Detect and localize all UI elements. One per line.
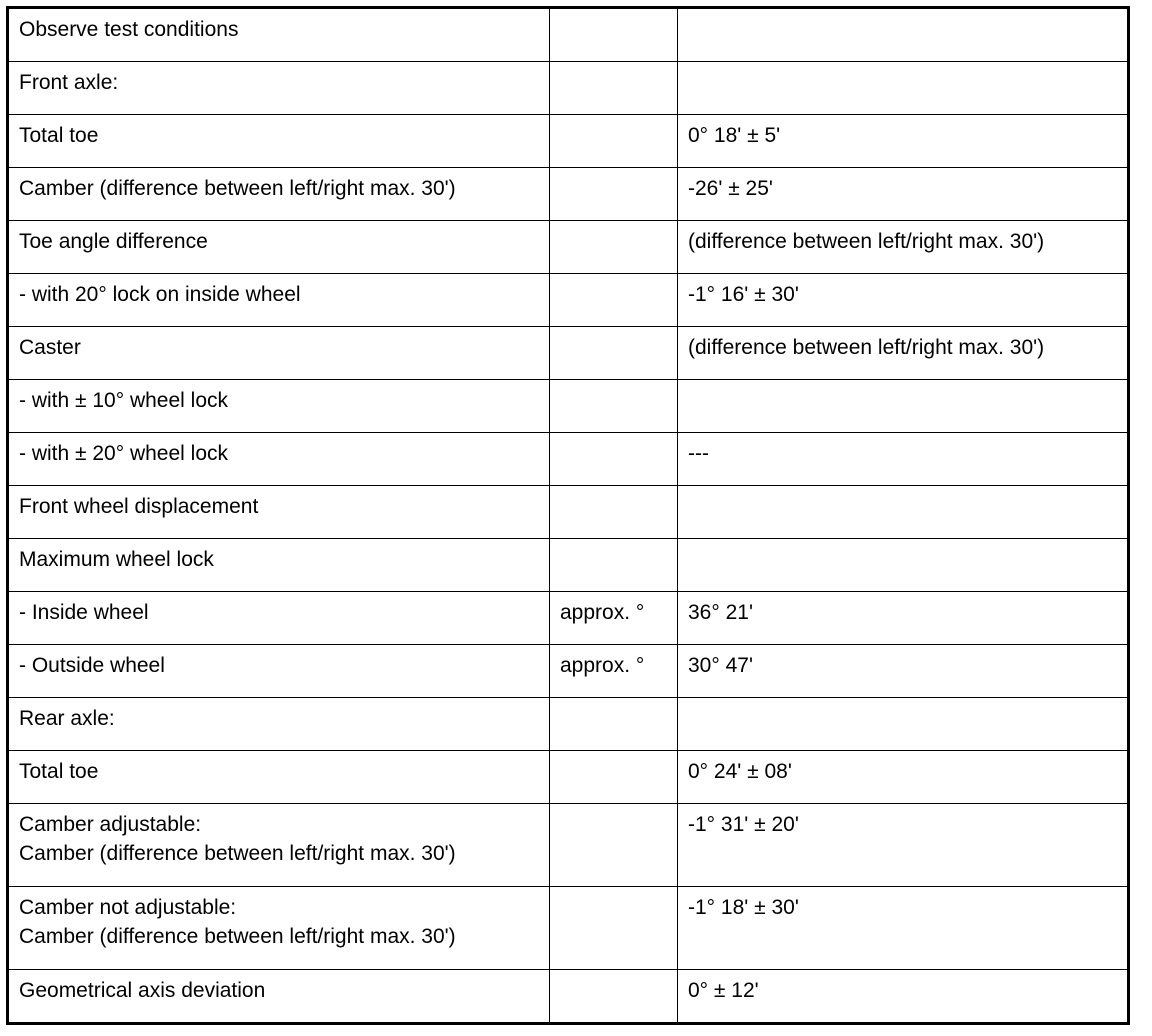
- table-row: [8, 168, 1129, 221]
- row-description: - with 20° lock on inside wheel: [8, 274, 550, 327]
- row-value: -26' ± 25': [678, 168, 1129, 221]
- row-description-line1: Camber adjustable:: [19, 813, 202, 836]
- table-row: [8, 486, 1129, 539]
- table-row: [8, 380, 1129, 433]
- row-value: -1° 18' ± 30': [678, 887, 1129, 970]
- row-description: Observe test conditions: [8, 8, 550, 62]
- row-unit: [550, 168, 678, 221]
- row-value: 36° 21': [678, 592, 1129, 645]
- table-row: [8, 62, 1129, 115]
- table-row: [8, 592, 1129, 645]
- table-row: [8, 221, 1129, 274]
- row-value: -1° 31' ± 20': [678, 804, 1129, 887]
- row-unit: [550, 751, 678, 804]
- row-unit: [550, 486, 678, 539]
- row-unit: [550, 274, 678, 327]
- row-value: ---: [678, 433, 1129, 486]
- row-value: [678, 539, 1129, 592]
- table-row: [8, 751, 1129, 804]
- row-description: Geometrical axis deviation: [8, 970, 550, 1024]
- row-unit: [550, 698, 678, 751]
- table-row: [8, 887, 1129, 970]
- row-unit: [550, 8, 678, 62]
- row-unit: [550, 970, 678, 1024]
- table-row: [8, 970, 1129, 1024]
- row-unit: [550, 221, 678, 274]
- table-row: [8, 433, 1129, 486]
- row-description: Maximum wheel lock: [8, 539, 550, 592]
- row-unit: [550, 115, 678, 168]
- row-value: 0° 24' ± 08': [678, 751, 1129, 804]
- row-unit: approx. °: [550, 645, 678, 698]
- row-description: Camber (difference between left/right max. 30'): [8, 168, 550, 221]
- row-description: Caster: [8, 327, 550, 380]
- row-value: [678, 8, 1129, 62]
- row-value: 0° ± 12': [678, 970, 1129, 1024]
- row-description: - with ± 20° wheel lock: [8, 433, 550, 486]
- row-description-line2: Camber (difference between left/right max. 30'): [19, 925, 456, 948]
- row-description: Total toe: [8, 115, 550, 168]
- row-value: [678, 380, 1129, 433]
- row-value: 30° 47': [678, 645, 1129, 698]
- row-description: [8, 804, 550, 887]
- row-description: [8, 887, 550, 970]
- table-row: [8, 698, 1129, 751]
- row-value: -1° 16' ± 30': [678, 274, 1129, 327]
- row-unit: [550, 804, 678, 887]
- table-row: [8, 804, 1129, 887]
- table-row: [8, 327, 1129, 380]
- row-description: - Inside wheel: [8, 592, 550, 645]
- row-description-line2: Camber (difference between left/right max. 30'): [19, 842, 456, 865]
- table-row: [8, 645, 1129, 698]
- row-value: [678, 698, 1129, 751]
- row-description: Front axle:: [8, 62, 550, 115]
- row-value: (difference between left/right max. 30'): [678, 327, 1129, 380]
- row-unit: [550, 433, 678, 486]
- table-row: [8, 115, 1129, 168]
- row-unit: [550, 327, 678, 380]
- row-unit: [550, 62, 678, 115]
- table-row: [8, 274, 1129, 327]
- table-row: [8, 8, 1129, 62]
- row-description: Total toe: [8, 751, 550, 804]
- row-unit: [550, 380, 678, 433]
- wheel-alignment-spec-table: [6, 6, 1130, 1025]
- row-value: (difference between left/right max. 30'): [678, 221, 1129, 274]
- row-value: [678, 62, 1129, 115]
- row-description: Rear axle:: [8, 698, 550, 751]
- row-description: - with ± 10° wheel lock: [8, 380, 550, 433]
- row-value: [678, 486, 1129, 539]
- row-unit: [550, 887, 678, 970]
- row-value: 0° 18' ± 5': [678, 115, 1129, 168]
- row-description: Toe angle difference: [8, 221, 550, 274]
- row-unit: [550, 539, 678, 592]
- row-description-line1: Camber not adjustable:: [19, 896, 237, 919]
- row-description: - Outside wheel: [8, 645, 550, 698]
- row-unit: approx. °: [550, 592, 678, 645]
- row-description: Front wheel displacement: [8, 486, 550, 539]
- table-row: [8, 539, 1129, 592]
